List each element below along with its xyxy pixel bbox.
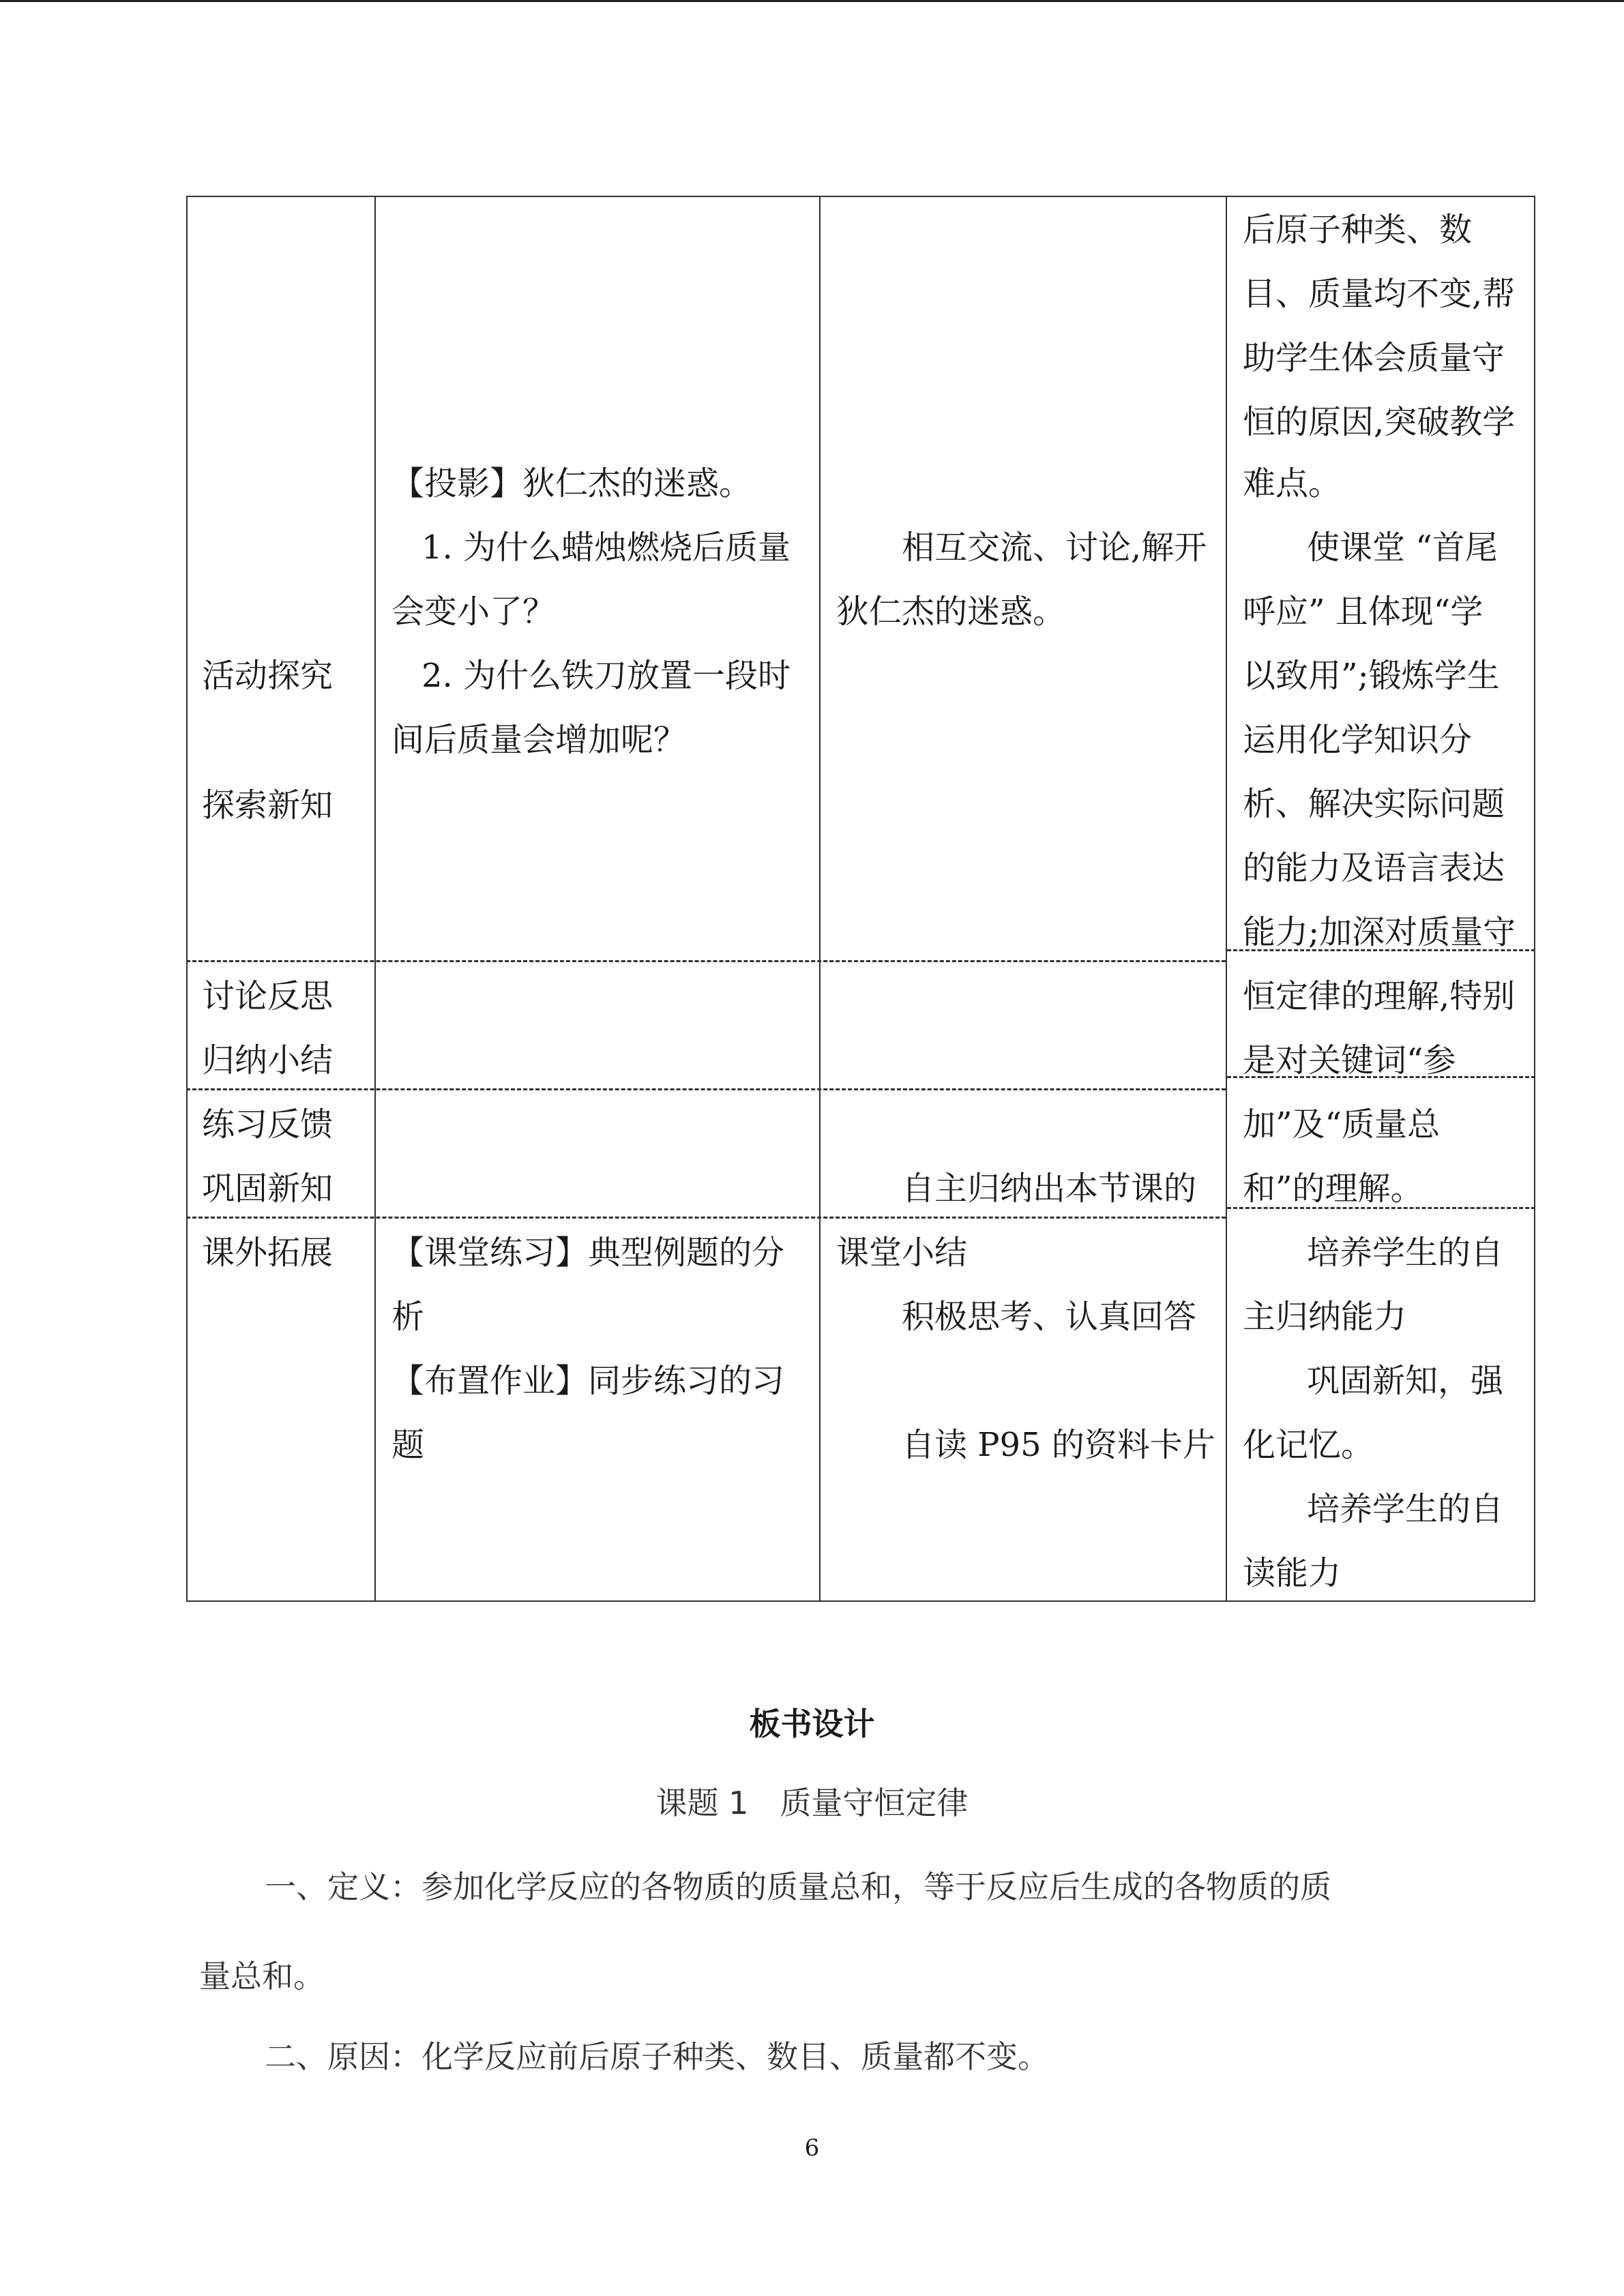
intent-line: 是对关键词“参 bbox=[1243, 1041, 1456, 1079]
intent-line: 运用化学知识分 bbox=[1243, 721, 1473, 759]
student-summary: 自主归纳出本节课的 bbox=[902, 1169, 1197, 1208]
intent-line: 的能力及语言表达 bbox=[1243, 849, 1505, 887]
intent-line: 助学生体会质量守 bbox=[1243, 339, 1505, 377]
board-reason: 二、原因：化学反应前后原子种类、数目、质量都不变。 bbox=[265, 2038, 1049, 2075]
intent-line: 恒定律的理解,特别 bbox=[1243, 977, 1516, 1015]
intent-line: 巩固新知，强 bbox=[1307, 1362, 1504, 1400]
intent-line: 培养学生的自 bbox=[1307, 1234, 1504, 1272]
board-subtitle: 课题 1 质量守恒定律 bbox=[655, 1785, 969, 1821]
student-read: 自读 P95 的资料卡片 bbox=[902, 1426, 1215, 1464]
row-separator-2a bbox=[186, 1088, 1226, 1090]
stage-summarize: 归纳小结 bbox=[202, 1041, 334, 1079]
teacher-question-2: 2. 为什么铁刀放置一段时 bbox=[422, 657, 791, 695]
teacher-homework-cont: 题 bbox=[392, 1426, 425, 1464]
stage-extension: 课外拓展 bbox=[202, 1234, 334, 1272]
board-definition: 一、定义：参加化学反应的各物质的质量总和，等于反应后生成的各物质的质 bbox=[265, 1868, 1331, 1905]
intent-line: 加”及“质量总 bbox=[1243, 1105, 1441, 1144]
top-border-line bbox=[0, 0, 1624, 2]
intent-line: 读能力 bbox=[1243, 1554, 1342, 1592]
stage-practice-feedback: 练习反馈 bbox=[202, 1105, 334, 1144]
intent-line: 后原子种类、数 bbox=[1243, 211, 1473, 249]
student-discuss-cont: 狄仁杰的迷惑。 bbox=[836, 593, 1066, 631]
student-discuss: 相互交流、讨论,解开 bbox=[902, 528, 1207, 567]
table-col-divider-3 bbox=[1226, 196, 1227, 1602]
intent-line: 析、解决实际问题 bbox=[1243, 785, 1505, 823]
intent-line: 以致用”;锻炼学生 bbox=[1243, 657, 1500, 695]
table-col-divider-2 bbox=[819, 196, 821, 1602]
page-number: 6 bbox=[804, 2134, 820, 2162]
teacher-question-1-cont: 会变小了？ bbox=[392, 593, 556, 631]
teacher-question-1: 1. 为什么蜡烛燃烧后质量 bbox=[422, 528, 791, 567]
intent-line: 难点。 bbox=[1243, 464, 1342, 503]
intent-line: 主归纳能力 bbox=[1243, 1298, 1407, 1336]
intent-line: 目、质量均不变,帮 bbox=[1243, 275, 1516, 313]
stage-discuss-reflect: 讨论反思 bbox=[202, 977, 334, 1015]
teacher-class-practice-cont: 析 bbox=[392, 1298, 425, 1336]
table-col-divider-1 bbox=[374, 196, 376, 1602]
stage-explore-new: 探索新知 bbox=[202, 786, 334, 824]
intent-line: 和”的理解。 bbox=[1243, 1169, 1423, 1208]
intent-line: 培养学生的自 bbox=[1307, 1490, 1504, 1528]
intent-line: 化记忆。 bbox=[1243, 1426, 1374, 1464]
teacher-projection: 【投影】狄仁杰的迷惑。 bbox=[392, 464, 752, 503]
stage-activity-explore: 活动探究 bbox=[202, 657, 334, 695]
intent-line: 呼应” 且体现“学 bbox=[1243, 593, 1483, 631]
intent-line: 恒的原因,突破教学 bbox=[1243, 403, 1516, 441]
teacher-question-2-cont: 间后质量会增加呢？ bbox=[392, 721, 687, 759]
intent-line: 能力;加深对质量守 bbox=[1243, 913, 1516, 951]
row-separator-1a bbox=[186, 960, 1226, 962]
teacher-class-practice: 【课堂练习】典型例题的分 bbox=[392, 1234, 785, 1272]
student-summary-cont: 课堂小结 bbox=[836, 1234, 968, 1272]
intent-line: 使课堂 “首尾 bbox=[1307, 528, 1498, 567]
board-heading: 板书设计 bbox=[749, 1705, 875, 1742]
teacher-homework: 【布置作业】同步练习的习 bbox=[392, 1362, 785, 1400]
stage-consolidate: 巩固新知 bbox=[202, 1169, 334, 1208]
student-think: 积极思考、认真回答 bbox=[902, 1298, 1197, 1336]
board-definition-cont: 量总和。 bbox=[199, 1958, 325, 1995]
